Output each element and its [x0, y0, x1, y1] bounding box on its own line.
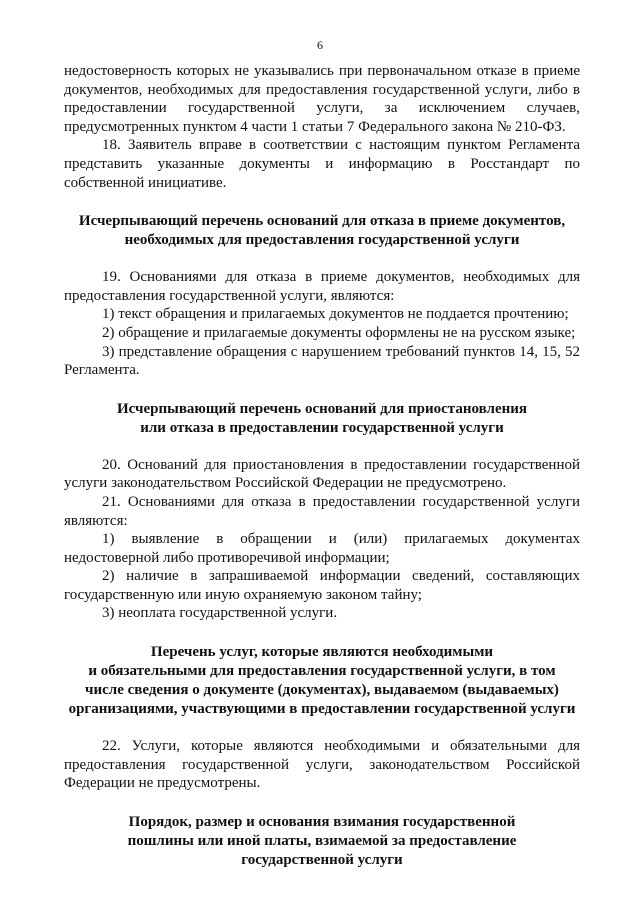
section-heading-state-duty	[64, 813, 580, 870]
heading-line: Исчерпывающий перечень оснований для приостановления	[116, 400, 528, 417]
section-heading-suspension-refusal	[64, 400, 580, 438]
document-body	[64, 62, 580, 870]
heading-line: государственной услуги	[241, 851, 403, 868]
list-item-19-1: 1) текст обращения и прилагаемых документов не поддается прочтению;	[102, 306, 569, 323]
heading-line: Перечень услуг, которые являются необходимыми	[150, 644, 494, 661]
heading-line: и обязательными для предоставления государственной услуги, в том	[88, 663, 556, 680]
section-heading-required-services	[64, 643, 580, 719]
list-item-21-2: 2) наличие в запрашиваемой информации сведений, составляющих государственную или иную охраняемую законом тайну;	[64, 568, 580, 603]
heading-line: Порядок, размер и основания взимания государственной	[128, 813, 516, 830]
heading-line: числе сведения о документе (документах), выдаваемом (выдаваемых)	[85, 682, 559, 699]
paragraph-continuation: недостоверность которых не указывались при первоначальном отказе в приеме документов, необходимых для предоставления государственной услуги, либо в предоставлении государственной услуги, за исключением случаев, предусмотренных пунктом 4 части 1 статьи 7 Федерального закона № 210-ФЗ.	[64, 63, 580, 135]
paragraph-21: 21. Основаниями для отказа в предоставлении государственной услуги являются:	[64, 493, 580, 529]
section-heading-refusal-acceptance	[64, 212, 580, 250]
heading-line: необходимых для предоставления государственной услуги	[124, 232, 520, 249]
heading-line: организациями, участвующими в предоставлении государственной услуги	[68, 701, 576, 718]
list-item-19-3: 3) представление обращения с нарушением требований пунктов 14, 15, 52 Регламента.	[64, 343, 580, 379]
list-item-19-2: 2) обращение и прилагаемые документы оформлены не на русском языке;	[102, 324, 576, 341]
heading-line: или отказа в предоставлении государственной услуги	[140, 419, 504, 436]
page-number: 6	[317, 38, 323, 52]
heading-line: пошлины или иной платы, взимаемой за предоставление	[127, 832, 517, 849]
heading-line: Исчерпывающий перечень оснований для отказа в приеме документов,	[78, 213, 566, 230]
paragraph-20: 20. Оснований для приостановления в предоставлении государственной услуги законодательством Российской Федерации не предусмотрено.	[64, 456, 580, 492]
list-item-21-1: 1) выявление в обращении и (или) прилагаемых документах недостоверной либо противоречивой информации;	[64, 531, 580, 566]
list-item-21-3: 3) неоплата государственной услуги.	[102, 605, 338, 622]
paragraph-18: 18. Заявитель вправе в соответствии с настоящим пунктом Регламента представить указанные документы и информацию в Росстандарт по собственной инициативе.	[64, 137, 580, 191]
paragraph-19: 19. Основаниями для отказа в приеме документов, необходимых для предоставления государственной услуги, являются:	[64, 269, 580, 304]
paragraph-22: 22. Услуги, которые являются необходимыми и обязательными для предоставления государственной услуги, законодательством Российской Федерации не предусмотрены.	[64, 738, 580, 792]
